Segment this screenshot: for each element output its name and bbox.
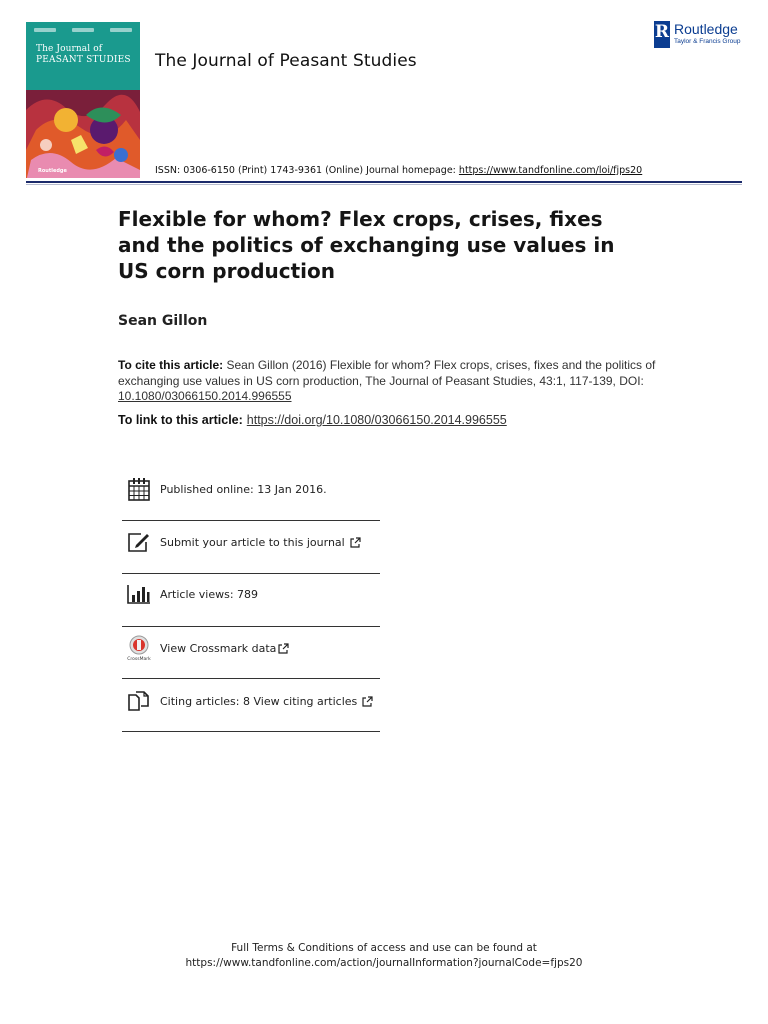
- info-divider: [122, 626, 380, 627]
- info-divider: [122, 731, 380, 732]
- terms-text: Full Terms & Conditions of access and use can be found at: [231, 942, 537, 954]
- link-label: To link to this article:: [118, 413, 243, 427]
- publisher-group: Taylor & Francis Group: [674, 38, 741, 45]
- journal-homepage-link[interactable]: https://www.tandfonline.com/loi/fjps20: [458, 165, 643, 176]
- routledge-logo: [654, 21, 740, 48]
- crossmark-link[interactable]: [122, 628, 380, 668]
- cover-artwork: [26, 90, 140, 178]
- citing-articles-icon: [126, 688, 152, 714]
- bar-chart-icon: [126, 581, 152, 607]
- cite-text: Sean Gillon (2016) Flexible for whom? Flex crops, crises, fixes and the politics of exchanging use values in US corn production, The Journal of Peasant Studies, 43:1, 117-139, DOI:: [118, 358, 656, 388]
- cover-title-line1: The Journal of: [36, 44, 103, 54]
- journal-title: The Journal of Peasant Studies: [155, 51, 417, 71]
- citation-block: [118, 358, 663, 405]
- cite-doi-link[interactable]: 10.1080/03066150.2014.996555: [118, 389, 292, 403]
- cite-label: To cite this article:: [118, 358, 224, 372]
- external-link-icon: [362, 696, 373, 707]
- article-link-block: [118, 413, 507, 427]
- article-views-row: [122, 574, 380, 614]
- info-divider: [122, 678, 380, 679]
- article-doi-link[interactable]: https://doi.org/10.1080/03066150.2014.996555: [246, 413, 507, 427]
- header-divider-thin: [26, 184, 742, 185]
- terms-footer: [0, 941, 768, 971]
- calendar-icon: [126, 476, 152, 502]
- crossmark-text: View Crossmark data: [160, 641, 277, 655]
- routledge-mark-icon: R: [654, 21, 670, 48]
- header-divider: [26, 181, 742, 183]
- submit-article-text: Submit your article to this journal: [160, 535, 345, 549]
- terms-url-link[interactable]: https://www.tandfonline.com/action/journalInformation?journalCode=fjps20: [185, 957, 583, 969]
- citing-articles-link[interactable]: [122, 681, 380, 721]
- cover-title-line2: PEASANT STUDIES: [36, 55, 131, 65]
- journal-cover-image: [26, 22, 140, 178]
- issn-line: [155, 165, 642, 176]
- crossmark-icon-label: CrossMark: [127, 657, 151, 661]
- edit-icon: [126, 529, 152, 555]
- external-link-icon: [278, 643, 289, 654]
- published-online-text: Published online: 13 Jan 2016.: [160, 482, 327, 496]
- article-title: Flexible for whom? Flex crops, crises, fixes and the politics of exchanging use values in US corn production: [118, 207, 615, 283]
- issn-text: ISSN: 0306-6150 (Print) 1743-9361 (Online) Journal homepage:: [155, 165, 459, 176]
- article-author: Sean Gillon: [118, 313, 208, 329]
- submit-article-link[interactable]: [122, 522, 380, 562]
- published-online-row: [122, 469, 380, 509]
- publisher-name: Routledge: [674, 21, 738, 37]
- crossmark-icon: [126, 635, 152, 661]
- cover-issue-info: [34, 28, 132, 34]
- external-link-icon: [350, 537, 361, 548]
- cover-publisher-mark: Routledge: [38, 168, 67, 174]
- info-divider: [122, 520, 380, 521]
- article-views-text: Article views: 789: [160, 587, 259, 601]
- citing-articles-text: Citing articles: 8 View citing articles: [160, 694, 358, 708]
